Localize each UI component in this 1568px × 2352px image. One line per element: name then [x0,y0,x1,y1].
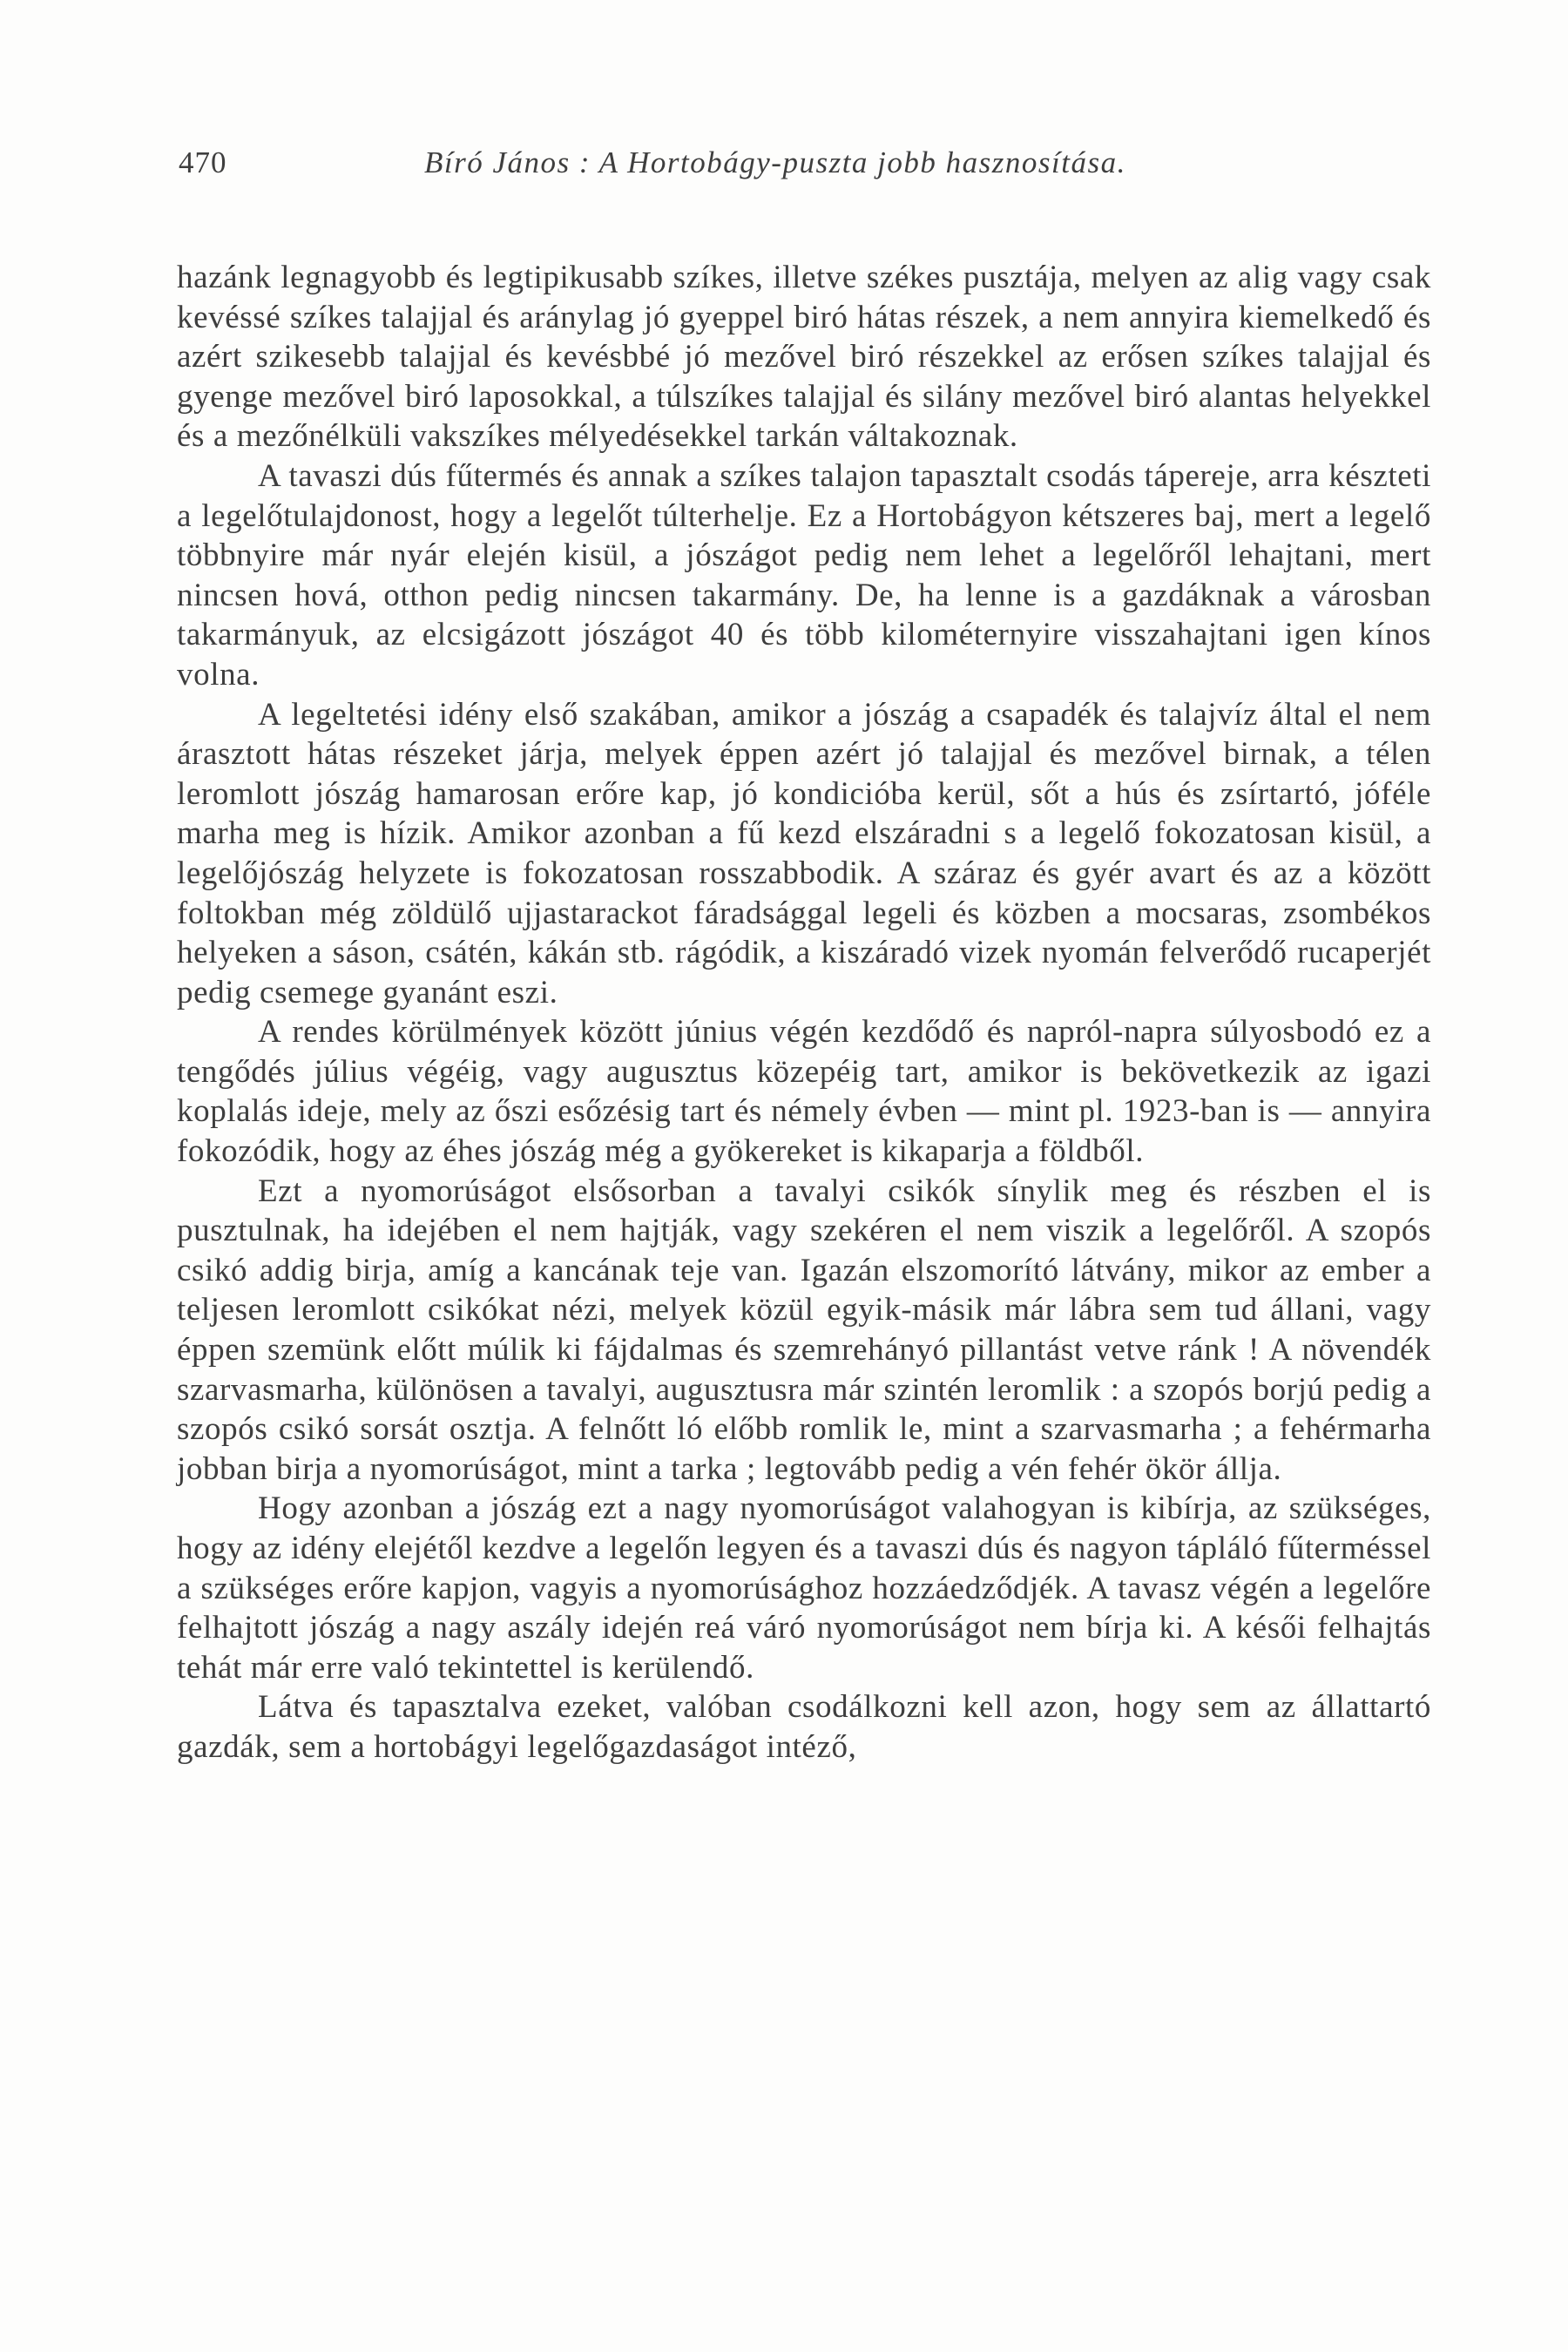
paragraph: Látva és tapasztalva ezeket, valóban csodálkozni kell azon, hogy sem az állattartó gazdák, sem a hortobágyi legelőgazdaságot intéző, [177,1689,1431,1765]
paragraph: Hogy azonban a jószág ezt a nagy nyomorúságot valahogyan is kibírja, az szükséges, hogy az idény elejétől kezdve a legelőn legyen és a tavaszi dús és nagyon tápláló fűterméssel a szükséges erőre kapjon, vagyis a nyomorúsághoz hozzáedződjék. A tavasz végén a legelőre felhajtott jószág a nagy aszály idején reá váró nyomorúságot nem bírja ki. A késői felhajtás tehát már erre való tekintettel is kerülendő. [177,1490,1431,1686]
running-title: Bíró János : A Hortobágy-puszta jobb hasznosítása. [424,145,1126,179]
body-text [177,258,1431,1767]
paragraph: Ezt a nyomorúságot elsősorban a tavalyi csikók sínylik meg és részben el is pusztulnak, ha idejében el nem hajtják, vagy szekéren el nem viszik a legelőről. A szopós csikó addig birja, amíg a kancának teje van. Igazán elszomorító látvány, mikor az ember a teljesen leromlott csikókat nézi, melyek közül egyik-másik már lábra sem tud állani, vagy éppen szemünk előtt múlik ki fájdalmas és szemrehányó pillantást vetve ránk ! A növendék szarvasmarha, különösen a tavalyi, augusztusra már szintén leromlik : a szopós borjú pedig a szopós csikó sorsát osztja. A felnőtt ló előbb romlik le, mint a szarvasmarha ; a fehérmarha jobban birja a nyomorúságot, mint a tarka ; legtovább pedig a vén fehér ökör állja. [177,1173,1431,1487]
paragraph: A legeltetési idény első szakában, amikor a jószág a csapadék és talajvíz által el nem árasztott hátas részeket járja, melyek éppen azért jó talajjal és mezővel birnak, a télen leromlott jószág hamarosan erőre kap, jó kondicióba kerül, sőt a hús és zsírtartó, jóféle marha meg is hízik. Amikor azonban a fű kezd elszáradni s a legelő fokozatosan kisül, a legelőjószág helyzete is fokozatosan rosszabbodik. A száraz és gyér avart és az a között foltokban még zöldülő ujjastarackot fáradsággal legeli és közben a mocsaras, zsombékos helyeken a sáson, csátén, kákán stb. rágódik, a kiszáradó vizek nyomán felverődő rucaperjét pedig csemege gyanánt eszi. [177,696,1431,1010]
paragraph: A tavaszi dús fűtermés és annak a szíkes talajon tapasztalt csodás tápereje, arra készteti a legelőtulajdonost, hogy a legelőt túlterhelje. Ez a Hortobágyon kétszeres baj, mert a legelő többnyire már nyár elején kisül, a jószágot pedig nem lehet a legelőről lehajtani, mert nincsen hová, otthon pedig nincsen takarmány. De, ha lenne is a gazdáknak a városban takarmányuk, az elcsigázott jószágot 40 és több kilométernyire visszahajtani igen kínos volna. [177,457,1431,693]
paragraph: A rendes körülmények között június végén kezdődő és napról-napra súlyosbodó ez a tengődés július végéig, vagy augusztus közepéig tart, amikor is bekövetkezik az igazi koplalás ideje, mely az őszi esőzésig tart és némely évben — mint pl. 1923-ban is — annyira fokozódik, hogy az éhes jószág még a gyökereket is kikaparja a földből. [177,1014,1431,1170]
paragraph-continuation: hazánk legnagyobb és legtipikusabb szíkes, illetve székes pusztája, melyen az alig vagy csak kevéssé szíkes talajjal és aránylag jó gyeppel biró hátas részek, a nem annyira kiemelkedő és azért szikesebb talajjal és kevésbbé jó mezővel biró részekkel az erősen szíkes talajjal és gyenge mezővel biró laposokkal, a túlszíkes talajjal és silány mezővel biró alantas helyekkel és a mezőnélküli vakszíkes mélyedésekkel tarkán váltakoznak. [177,260,1431,455]
running-header [179,141,1433,185]
page-number: 470 [179,145,227,179]
